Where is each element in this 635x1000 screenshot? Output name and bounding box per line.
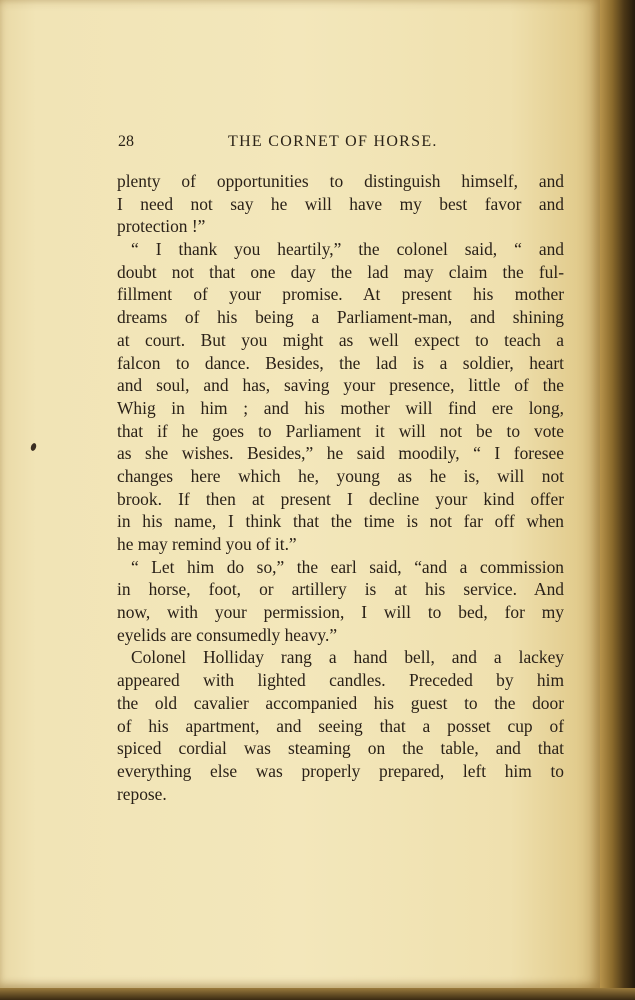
text-line: changes here which he, young as he is, will not [117,465,564,486]
text-line: he may remind you of it.” [117,534,297,554]
running-title: THE CORNET OF HORSE. [228,133,438,150]
book-edge-right [600,0,635,1000]
running-head [118,133,563,155]
text-line: brook. If then at present I decline your kind offer [117,488,564,509]
text-line: “ Let him do so,” the earl said, “and a commission [131,556,564,577]
book-edge-bottom [0,988,635,1000]
text-line: eyelids are consumedly heavy.” [117,624,338,645]
text-line: dreams of his being a Parliament-man, and shining [117,307,564,328]
text-line: in horse, foot, or artillery is at his service. And [117,579,564,600]
text-line: fillment of your promise. At present his mother [117,284,564,305]
text-line: I need not say he will have my best favor and [117,193,564,214]
text-line: “ I thank you heartily,” the colonel said, “ and [131,239,564,260]
text-line: the old cavalier accompanied his guest to the door [117,692,564,713]
text-line: repose. [117,783,167,804]
text-line: spiced cordial was steaming on the table, and that [117,738,564,759]
text-line: falcon to dance. Besides, the lad is a soldier, heart [117,352,564,373]
text-line: of his apartment, and seeing that a posset cup of [117,715,564,736]
text-line: in his name, I think that the time is not far off when [117,511,564,532]
text-line: everything else was properly prepared, left him to [117,760,564,781]
text-line: at court. But you might as well expect to teach a [117,329,564,350]
text-line: as she wishes. Besides,” he said moodily, “ I foresee [117,443,564,464]
text-line: Colonel Holliday rang a hand bell, and a lackey [131,647,564,668]
text-line: that if he goes to Parliament it will not be to vote [117,420,564,441]
text-line: protection !” [117,216,206,237]
text-line: and soul, and has, saving your presence, little of the [117,375,564,396]
body-text [117,170,564,805]
text-line: plenty of opportunities to distinguish himself, and [117,171,564,191]
text-line: doubt not that one day the lad may claim the ful- [117,261,564,282]
page-number: 28 [118,133,134,150]
text-line: now, with your permission, I will to bed, for my [117,602,564,623]
text-line: Whig in him ; and his mother will find ere long, [117,397,564,418]
text-line: appeared with lighted candles. Preceded by him [117,670,564,691]
paper-speck [30,442,37,451]
